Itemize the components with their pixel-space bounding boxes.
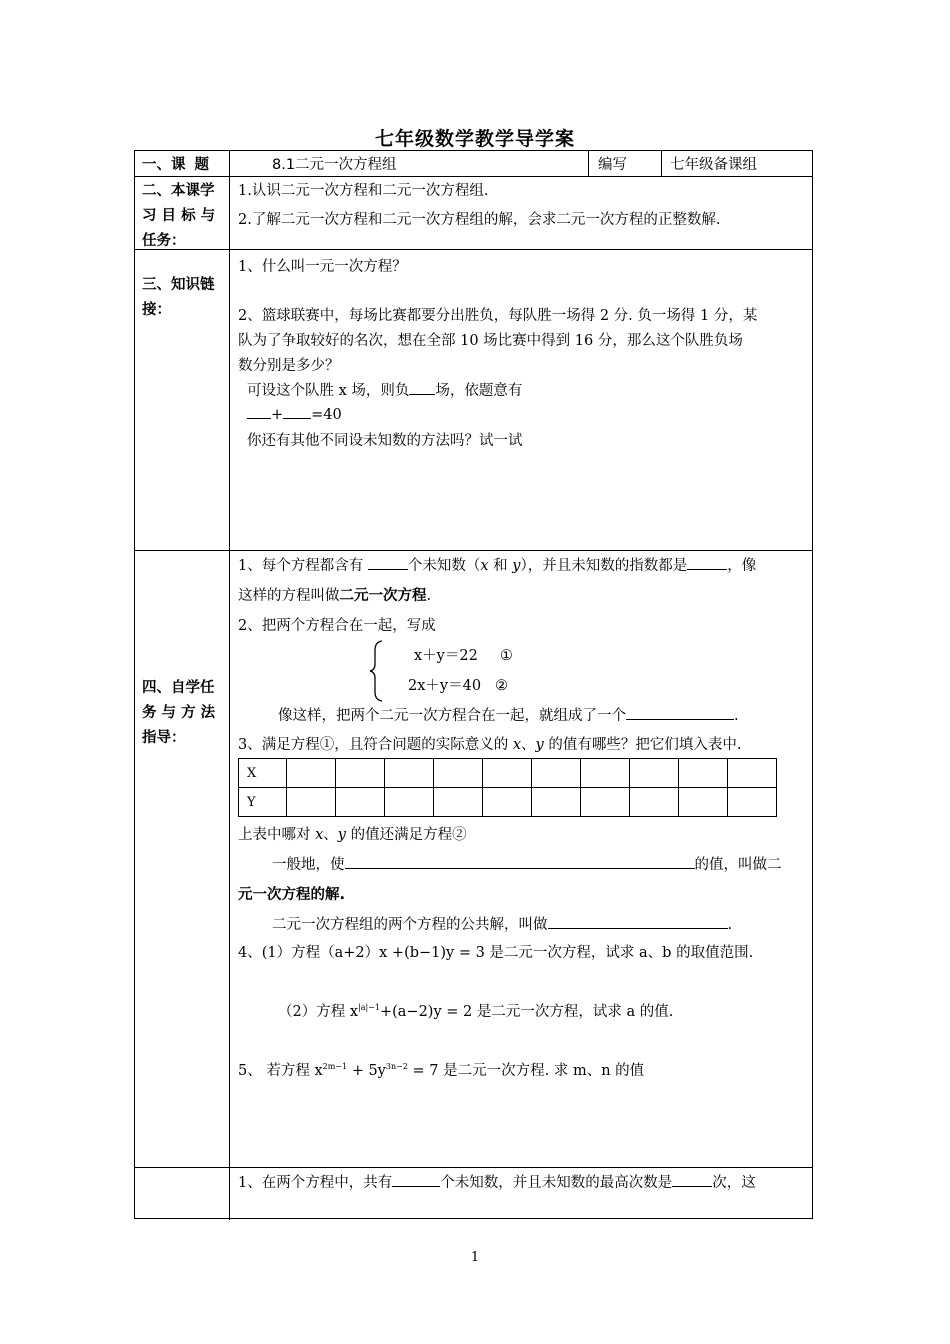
- goal-item-1: 1.认识二元一次方程和二元一次方程组.: [238, 183, 489, 199]
- table-row: [239, 788, 777, 817]
- row2-label-line2: 习 目 标 与: [142, 208, 216, 224]
- row3-label-line1: 三、知识链: [142, 277, 215, 293]
- summary-line: 1、在两个方程中，共有 个未知数，并且未知数的最高次数是 次，这: [238, 1171, 756, 1192]
- row-divider: [135, 550, 812, 551]
- table-cell[interactable]: [483, 788, 532, 817]
- goal-item-2: 2.了解二元一次方程和二元一次方程组的解，会求二元一次方程的正整数解.: [238, 212, 721, 228]
- column-divider: [588, 151, 589, 176]
- row2-label-line3: 任务：: [142, 233, 186, 249]
- question-2-line1: 2、篮球联赛中，每场比赛都要分出胜负，每队胜一场得 2 分. 负一场得 1 分，某: [238, 308, 758, 324]
- solution-definition-line1: 一般地，使 的值，叫做二: [272, 853, 782, 874]
- table-cell[interactable]: [336, 759, 385, 788]
- table-row: [239, 759, 777, 788]
- table-cell[interactable]: [630, 788, 679, 817]
- point-3: 3、满足方程①，且符合问题的实际意义的 x、y 的值有哪些？把它们填入表中.: [238, 737, 742, 753]
- table-cell[interactable]: [581, 759, 630, 788]
- system-definition: 像这样，把两个二元一次方程合在一起，就组成了一个 .: [278, 704, 739, 725]
- point-1-line2: 这样的方程叫做二元一次方程.: [238, 588, 432, 604]
- common-solution-definition: 二元一次方程组的两个方程的公共解，叫做 .: [272, 913, 732, 934]
- table-cell[interactable]: [385, 759, 434, 788]
- point-1-line1: 1、每个方程都含有 个未知数（x 和 y），并且未知数的指数都是 ，像: [238, 554, 756, 575]
- exercise-5: 5、 若方程 $x^{2m-1} + 5y^{3n-2} = 7$ 是二元一次方程. 求 m、n 的值: [238, 1062, 645, 1079]
- question-2-line3: 数分别是多少？: [238, 358, 340, 374]
- exercise-4-1: 4、(1）方程（a+2）x +(b−1)y = 3 是二元一次方程，试求 a、b 的取值范围.: [238, 945, 754, 961]
- fill-blank[interactable]: [409, 380, 435, 395]
- table-cell[interactable]: [679, 788, 728, 817]
- table-cell[interactable]: [385, 788, 434, 817]
- system-brace-icon: [368, 640, 384, 702]
- fill-blank[interactable]: [283, 404, 311, 419]
- fill-blank[interactable]: [345, 854, 695, 869]
- row-divider: [135, 249, 812, 250]
- table-cell[interactable]: [483, 759, 532, 788]
- fill-blank[interactable]: [392, 1172, 440, 1187]
- hint-line: 可设这个队胜 x 场，则负 场，依题意有: [247, 379, 522, 400]
- table-cell[interactable]: [434, 759, 483, 788]
- row-divider: [135, 1167, 812, 1168]
- table-cell[interactable]: [287, 759, 336, 788]
- table-cell[interactable]: [287, 788, 336, 817]
- try-prompt: 你还有其他不同设未知数的方法吗？试一试: [247, 433, 523, 449]
- lesson-topic: 8.1二元一次方程组: [272, 157, 397, 173]
- table-cell[interactable]: [336, 788, 385, 817]
- editor-name: 七年级备课组: [670, 157, 757, 173]
- row4-label-line3: 指导：: [142, 730, 186, 746]
- solution-definition-line2: 元一次方程的解.: [238, 887, 346, 903]
- table-cell[interactable]: [630, 759, 679, 788]
- table-followup: 上表中哪对 x、y 的值还满足方程②: [238, 827, 467, 843]
- point-2: 2、把两个方程合在一起，写成: [238, 618, 436, 634]
- table-header-x: X: [239, 759, 287, 788]
- fill-blank[interactable]: [247, 404, 271, 419]
- row3-label-line2: 接：: [142, 302, 171, 318]
- exercise-4-2: （2）方程 $x^{|a|-1}+(a-2)y = 2$ 是二元一次方程，试求 a 的值.: [278, 1003, 674, 1020]
- xy-value-table: [238, 758, 777, 817]
- table-header-y: Y: [239, 788, 287, 817]
- question-1: 1、什么叫一元一次方程？: [238, 259, 407, 275]
- table-cell[interactable]: [434, 788, 483, 817]
- fill-blank[interactable]: [548, 914, 728, 929]
- column-divider: [661, 151, 662, 176]
- row4-label-line2: 务 与 方 法: [142, 705, 216, 721]
- fill-blank[interactable]: [368, 555, 408, 570]
- row1-label: 一、课 题: [142, 157, 210, 173]
- table-cell[interactable]: [532, 759, 581, 788]
- page-title: 七年级数学教学导学案: [374, 128, 575, 150]
- row2-label-line1: 二、本课学: [142, 183, 215, 199]
- fill-blank[interactable]: [626, 705, 734, 720]
- system-equation-2: 2x＋y＝40 ②: [408, 678, 509, 694]
- question-2-line2: 队为了争取较好的名次，想在全部 10 场比赛中得到 16 分，那么这个队胜负场: [238, 333, 743, 349]
- table-cell[interactable]: [728, 788, 777, 817]
- fill-blank[interactable]: [687, 555, 727, 570]
- system-equation-1: x＋y＝22 ①: [414, 648, 513, 664]
- table-cell[interactable]: [532, 788, 581, 817]
- table-cell[interactable]: [728, 759, 777, 788]
- page-number: 1: [470, 1250, 480, 1265]
- fill-blank[interactable]: [672, 1172, 712, 1187]
- editor-label: 编写: [598, 157, 627, 173]
- column-divider: [229, 151, 230, 1220]
- equation-line: + =40: [247, 404, 342, 423]
- table-cell[interactable]: [679, 759, 728, 788]
- table-cell[interactable]: [581, 788, 630, 817]
- row-divider: [135, 176, 812, 177]
- row4-label-line1: 四、自学任: [142, 680, 215, 696]
